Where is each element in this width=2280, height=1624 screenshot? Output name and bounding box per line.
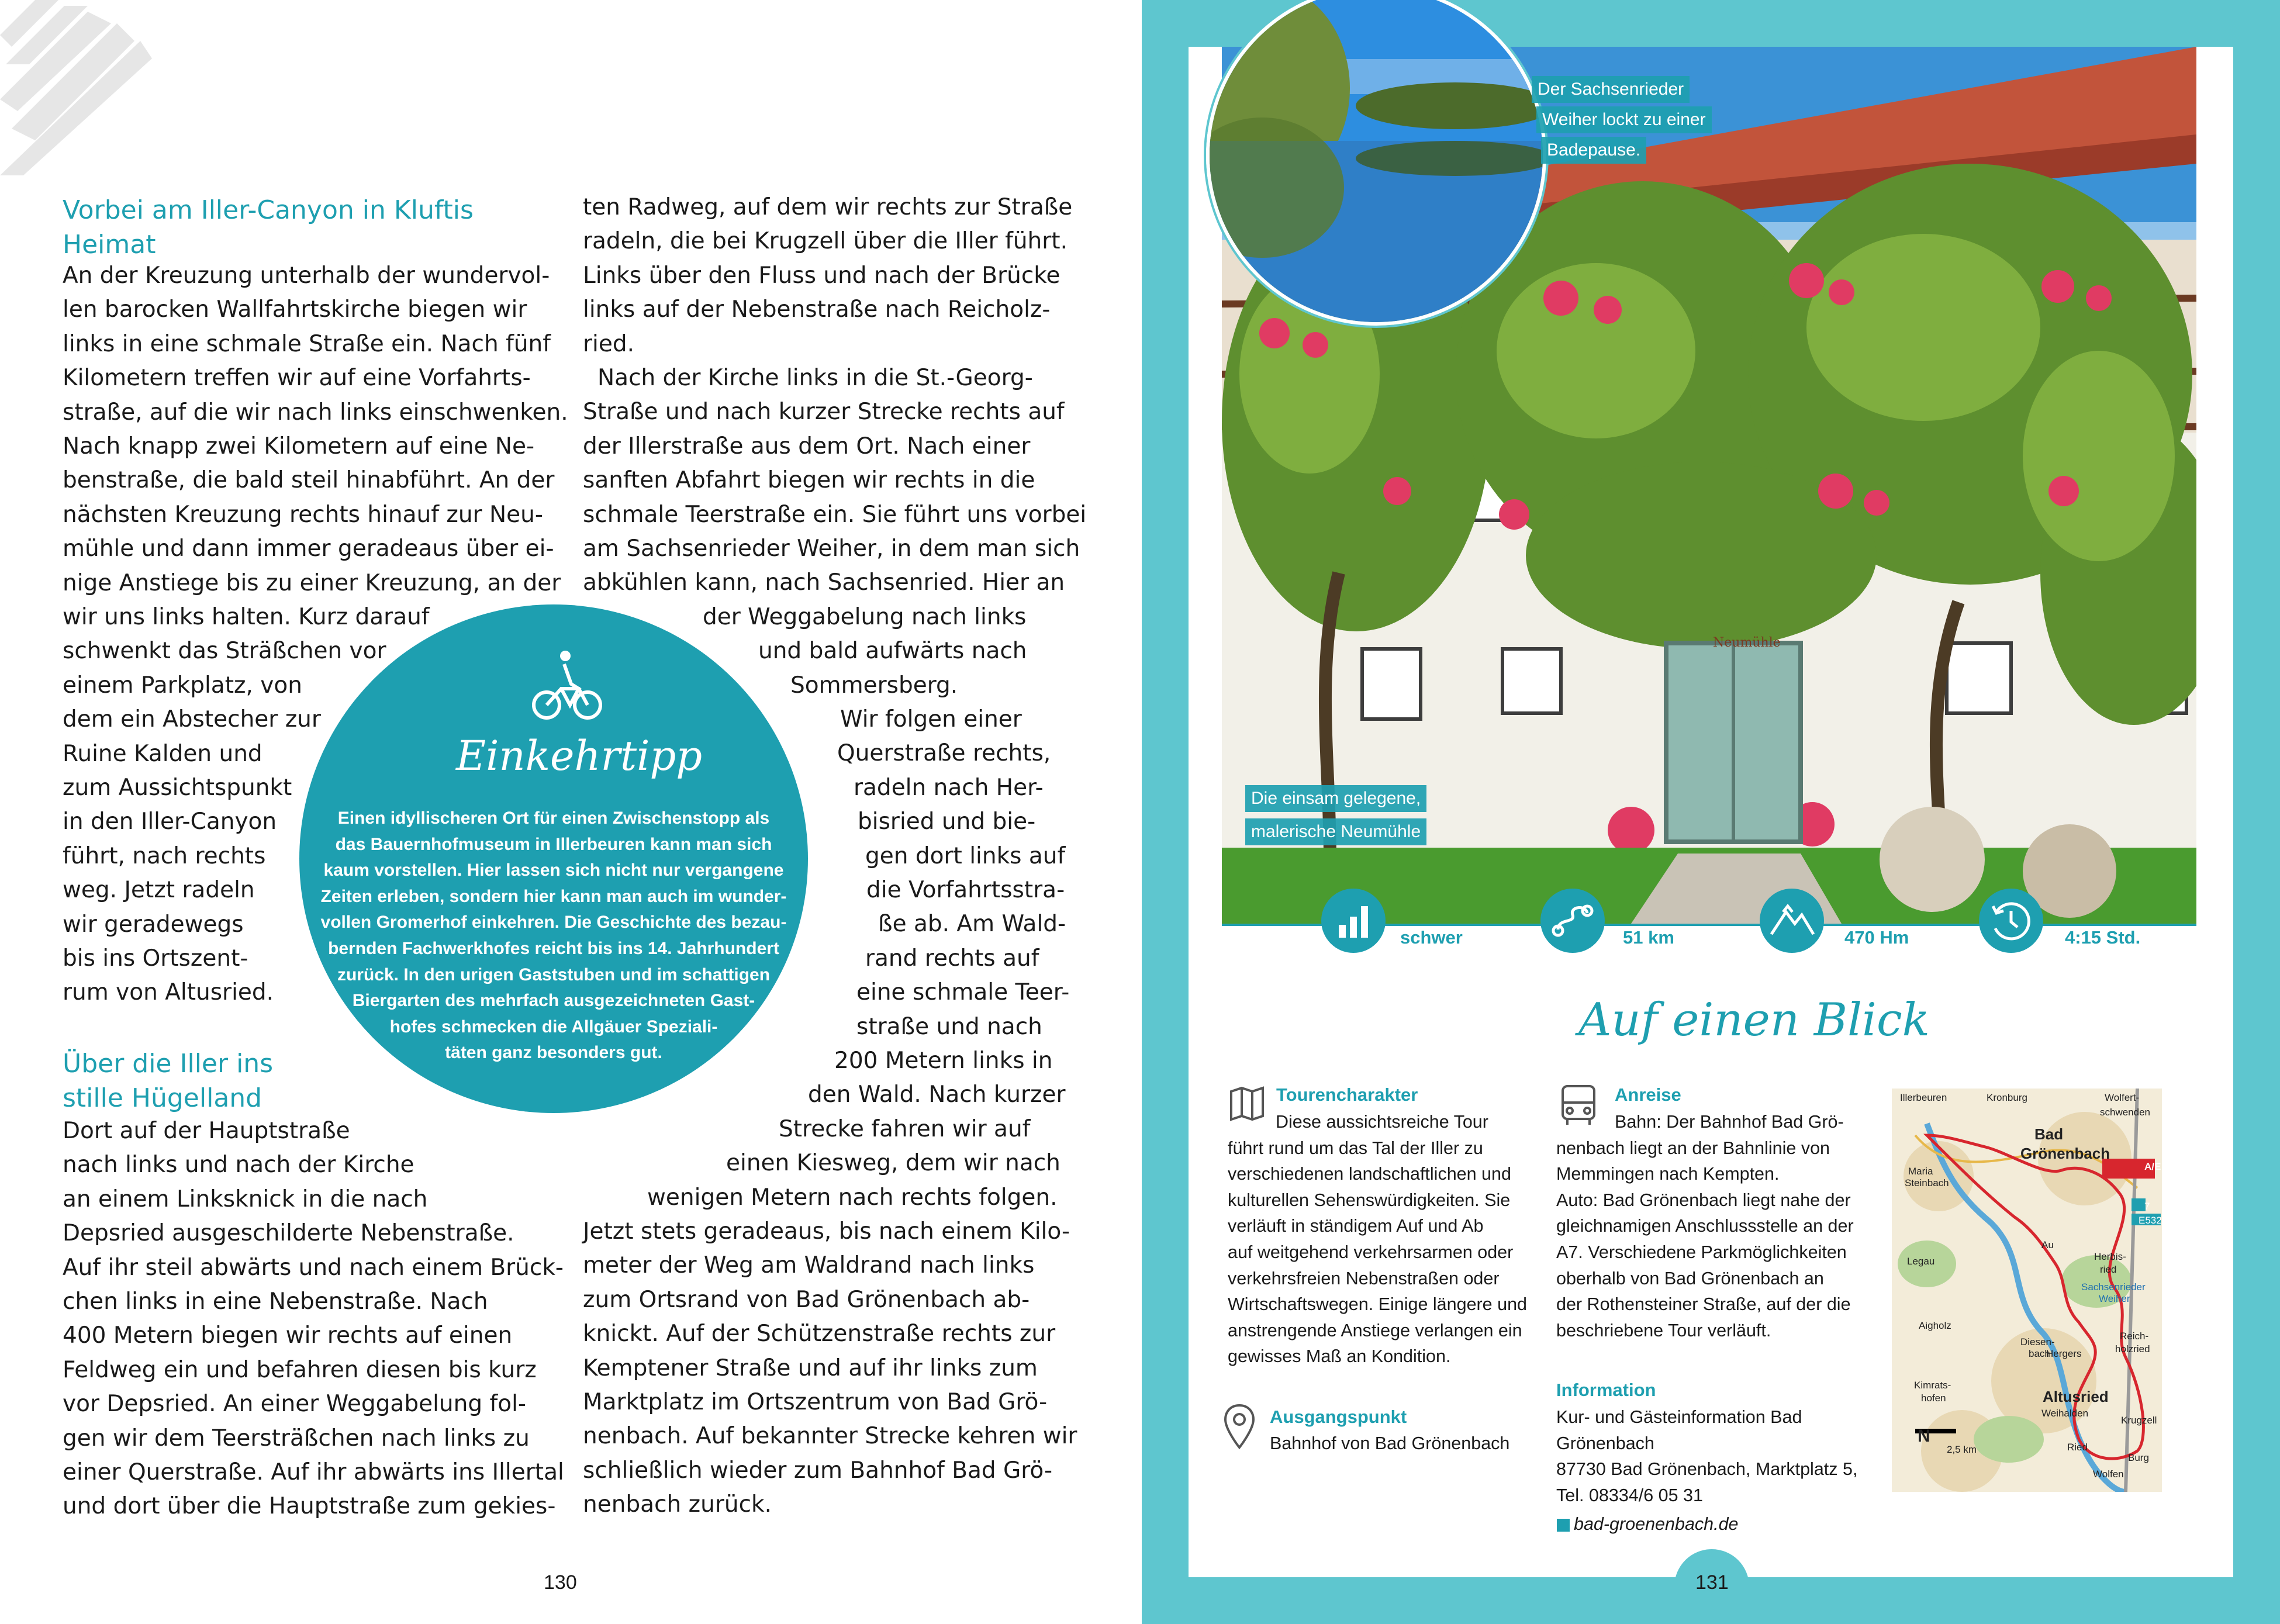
text-line: sanften Abfahrt biegen wir rechts in die xyxy=(583,467,1035,494)
info-line: 87730 Bad Grönenbach, Marktplatz 5, xyxy=(1556,1459,1858,1480)
map-label: Steinbach xyxy=(1905,1177,1949,1188)
text-line: ten Radweg, auf dem wir rechts zur Straße xyxy=(583,194,1073,220)
heading-line: Über die Iller ins xyxy=(63,1049,274,1079)
text-line: straße und nach xyxy=(856,1013,1042,1040)
caption-lake-line: Weiher lockt zu einer xyxy=(1536,106,1712,133)
map-label: Legau xyxy=(1907,1256,1935,1267)
text-line: meter der Weg am Waldrand nach links xyxy=(583,1252,1035,1279)
text-line: eine schmale Teer- xyxy=(856,979,1070,1006)
map-label: E532 xyxy=(2139,1215,2162,1226)
text-line: radeln, die bei Krugzell über die Iller führt. xyxy=(583,228,1068,255)
text-line: straße, auf die wir nach links einschwenken. xyxy=(63,399,568,426)
tourencharakter-heading: Tourencharakter xyxy=(1276,1084,1418,1105)
text-line: wenigen Metern nach rechts folgen. xyxy=(647,1184,1058,1211)
difficulty-icon xyxy=(1321,889,1386,953)
ausgangspunkt-text: Bahnhof von Bad Grönenbach xyxy=(1270,1433,1510,1453)
info-line: auf weitgehend verkehrsarmen oder xyxy=(1228,1242,1514,1262)
info-line: gewisses Maß an Kondition. xyxy=(1228,1346,1451,1367)
tip-line: kaum vorstellen. Hier lassen sich nicht nur vergangene xyxy=(323,861,784,880)
text-line: Nach knapp zwei Kilometern auf eine Ne- xyxy=(63,433,535,459)
text-line: die Vorfahrtsstra- xyxy=(866,877,1065,903)
tip-line: Zeiten erleben, sondern hier kann man auch im wunder- xyxy=(320,886,787,906)
map-label: schwenden xyxy=(2100,1107,2151,1118)
info-line: oberhalb von Bad Grönenbach an xyxy=(1556,1268,1824,1288)
text-line: Kemptener Straße und auf ihr links zum xyxy=(583,1355,1038,1381)
elevation-icon xyxy=(1760,889,1824,953)
map-label: Aigholz xyxy=(1919,1320,1951,1331)
text-line: rum von Altusried. xyxy=(63,979,274,1006)
info-line: nenbach liegt an der Bahnlinie von xyxy=(1556,1138,1830,1158)
text-line: Straße und nach kurzer Strecke rechts auf xyxy=(583,399,1065,426)
map-label: Kimrats- xyxy=(1914,1380,1951,1391)
text-line: An der Kreuzung unterhalb der wundervol- xyxy=(63,262,550,289)
info-line: Kur- und Gästeinformation Bad xyxy=(1556,1407,1802,1427)
text-line: radeln nach Her- xyxy=(854,774,1044,801)
map-label: Ried xyxy=(2067,1442,2088,1453)
text-line: wir geradewegs xyxy=(63,911,244,938)
text-line: und bald aufwärts nach xyxy=(758,638,1027,665)
text-line: gen wir dem Teersträßchen nach links zu xyxy=(63,1425,530,1452)
text-line: der Illerstraße aus dem Ort. Nach einer xyxy=(583,433,1031,459)
text-line: führt, nach rechts xyxy=(63,842,266,869)
info-line: Auto: Bad Grönenbach liegt nahe der xyxy=(1556,1190,1851,1210)
heading-line: stille Hügelland xyxy=(63,1083,262,1113)
map-label: ried xyxy=(2100,1264,2117,1275)
info-line: verschiedenen landschaftlichen und xyxy=(1228,1164,1511,1184)
info-line: beschriebene Tour verläuft. xyxy=(1556,1320,1771,1340)
page-number-right: 131 xyxy=(1695,1571,1729,1594)
map-label: Herbis- xyxy=(2094,1251,2126,1262)
text-line: Feldweg ein und befahren diesen bis kurz xyxy=(63,1356,537,1383)
text-line: abkühlen kann, nach Sachsenried. Hier an xyxy=(583,569,1065,596)
map-label: Krugzell xyxy=(2121,1415,2157,1426)
einkehrtipp-title: Einkehrtipp xyxy=(456,732,703,780)
mill-sign: Neumühle xyxy=(1713,635,1781,650)
text-line: links in eine schmale Straße ein. Nach fünf xyxy=(63,330,551,357)
route-distance-icon xyxy=(1540,889,1605,953)
map-label: Au xyxy=(2041,1239,2054,1250)
text-line: Links über den Fluss und nach der Brücke xyxy=(583,262,1060,289)
text-line: dem ein Abstecher zur xyxy=(63,706,321,733)
text-line: einem Parkplatz, von xyxy=(63,672,302,699)
caption-mill-line: malerische Neumühle xyxy=(1245,818,1426,845)
info-line: Memmingen nach Kempten. xyxy=(1556,1164,1780,1184)
info-line: Tel. 08334/6 05 31 xyxy=(1556,1485,1703,1505)
text-line: rand rechts auf xyxy=(865,945,1039,972)
info-line: führt rund um das Tal der Iller zu xyxy=(1228,1138,1483,1158)
text-line: und dort über die Hauptstraße zum gekies- xyxy=(63,1493,556,1520)
text-line: Nach der Kirche links in die St.-Georg- xyxy=(597,365,1033,391)
map-label: Illerbeuren xyxy=(1900,1092,1947,1103)
anreise-heading: Anreise xyxy=(1615,1084,1681,1105)
location-pin-icon xyxy=(1223,1403,1256,1450)
stat-duration: 4:15 Std. xyxy=(2065,927,2141,948)
cyclist-icon xyxy=(529,648,605,724)
text-line: der Weggabelung nach links xyxy=(703,603,1027,630)
website-link[interactable]: bad-groenenbach.de xyxy=(1574,1514,1739,1534)
map-label: Reich- xyxy=(2120,1331,2149,1342)
text-line: schmale Teerstraße ein. Sie führt uns vorbei xyxy=(583,501,1087,528)
map-label: Grönenbach xyxy=(2020,1145,2110,1162)
link-bullet xyxy=(1557,1519,1570,1532)
ausgangspunkt-heading: Ausgangspunkt xyxy=(1270,1407,1407,1427)
tip-line: hofes schmecken die Allgäuer Speziali- xyxy=(389,1017,718,1036)
text-line: Marktplatz im Ortszentrum von Bad Grö- xyxy=(583,1389,1048,1415)
tip-line: Biergarten des mehrfach ausgezeichneten Gast- xyxy=(352,991,755,1011)
text-line: chen links in eine Nebenstraße. Nach xyxy=(63,1288,488,1315)
map-label: A/E xyxy=(2144,1161,2161,1172)
text-line: Kilometern treffen wir auf eine Vorfahrts- xyxy=(63,365,531,392)
text-line: Dort auf der Hauptstraße xyxy=(63,1118,350,1144)
stat-distance: 51 km xyxy=(1623,927,1674,948)
heading-line: Heimat xyxy=(63,230,156,260)
text-line: an einem Linksknick in die nach xyxy=(63,1186,428,1212)
map-label: N xyxy=(1918,1426,1930,1446)
text-line: nenbach. Auf bekannter Strecke kehren wir xyxy=(583,1423,1077,1450)
caption-lake-line: Der Sachsenrieder xyxy=(1532,76,1690,103)
text-line: einen Kiesweg, dem wir nach xyxy=(726,1150,1060,1177)
caption-lake-line: Badepause. xyxy=(1541,137,1646,164)
caption-mill-line: Die einsam gelegene, xyxy=(1245,785,1426,812)
text-line: zum Ortsrand von Bad Grönenbach ab- xyxy=(583,1286,1030,1313)
tip-line: täten ganz besonders gut. xyxy=(445,1043,662,1063)
text-line: links auf der Nebenstraße nach Reicholz- xyxy=(583,296,1051,323)
info-line: verläuft in ständigem Auf und Ab xyxy=(1228,1216,1484,1236)
page-number-left: 130 xyxy=(544,1571,577,1594)
info-line: Bahn: Der Bahnhof Bad Grö- xyxy=(1615,1112,1844,1132)
text-line: ße ab. Am Wald- xyxy=(878,911,1066,938)
info-line: anstrengende Anstiege verlangen ein xyxy=(1228,1320,1522,1340)
map-label: holzried xyxy=(2115,1343,2150,1355)
stat-difficulty: schwer xyxy=(1400,927,1463,948)
text-line: gen dort links auf xyxy=(865,842,1066,869)
information-heading: Information xyxy=(1556,1380,1656,1400)
text-line: schwenkt das Sträßchen vor xyxy=(63,638,386,665)
text-line: Querstraße rechts, xyxy=(837,740,1051,767)
text-line: Auf ihr steil abwärts und nach einem Brück- xyxy=(63,1254,564,1281)
text-line: Jetzt stets geradeaus, bis nach einem Kilo- xyxy=(583,1218,1070,1245)
info-line: der Rothensteiner Straße, auf der die xyxy=(1556,1294,1851,1315)
map-label: Weiher xyxy=(2099,1293,2130,1304)
text-line: 400 Metern biegen wir rechts auf einen xyxy=(63,1322,513,1349)
map-label: hofen xyxy=(1921,1393,1946,1404)
text-line: am Sachsenrieder Weiher, in dem man sich xyxy=(583,535,1080,562)
info-line: Grönenbach xyxy=(1556,1433,1654,1453)
text-line: schließlich wieder zum Bahnhof Bad Grö- xyxy=(583,1457,1053,1484)
text-line: in den Iller-Canyon xyxy=(63,808,277,835)
text-line: nige Anstiege bis zu einer Kreuzung, an der xyxy=(63,569,561,596)
map-label: Hergers xyxy=(2046,1348,2082,1359)
map-label: Kronburg xyxy=(1987,1092,2027,1103)
map-label: Bad xyxy=(2034,1125,2064,1143)
text-line: ried. xyxy=(583,330,635,357)
text-line: len barocken Wallfahrtskirche biegen wir xyxy=(63,296,527,323)
text-line: Wir folgen einer xyxy=(840,706,1022,732)
tip-line: bernden Fachwerkhofes reicht bis ins 14. Jahrhundert xyxy=(328,939,779,958)
text-line: Sommersberg. xyxy=(790,672,958,699)
text-line: benstraße, die bald steil hinabführt. An der xyxy=(63,467,555,494)
text-line: Depsried ausgeschilderte Nebenstraße. xyxy=(63,1220,514,1247)
text-line: einer Querstraße. Auf ihr abwärts ins Illertal xyxy=(63,1459,564,1485)
text-line: mühle und dann immer geradeaus über ei- xyxy=(63,535,554,562)
map-label: Weihalden xyxy=(2041,1408,2089,1419)
map-label: Sachsenrieder xyxy=(2081,1281,2146,1293)
tip-line: vollen Gromerhof einkehren. Die Geschichte des bezau- xyxy=(320,913,787,932)
text-line: knickt. Auf der Schützenstraße rechts zur xyxy=(583,1321,1056,1347)
map-label: Wolfert- xyxy=(2105,1092,2140,1103)
text-line: nach links und nach der Kirche xyxy=(63,1152,414,1179)
stat-elevation: 470 Hm xyxy=(1844,927,1909,948)
at-a-glance-title: Auf einen Blick xyxy=(1578,994,1930,1046)
text-line: vor Depsried. An einer Weggabelung fol- xyxy=(63,1391,527,1418)
info-line: A7. Verschiedene Parkmöglichkeiten xyxy=(1556,1242,1847,1262)
bus-icon xyxy=(1558,1083,1599,1127)
text-line: den Wald. Nach kurzer xyxy=(808,1081,1066,1108)
map-label: 7 xyxy=(2144,1201,2150,1212)
heading-line: Vorbei am Iller-Canyon in Kluftis xyxy=(63,195,474,225)
duration-icon xyxy=(1979,889,2043,953)
map-label: 2,5 km xyxy=(1947,1444,1977,1455)
map-label: Wolfen xyxy=(2093,1468,2124,1480)
map-label: Burg xyxy=(2128,1452,2149,1463)
text-line: bisried und bie- xyxy=(858,808,1036,835)
info-line: verkehrsfreien Nebenstraßen oder xyxy=(1228,1268,1500,1288)
map-label: Altusried xyxy=(2043,1388,2109,1405)
map-icon xyxy=(1228,1084,1266,1123)
tip-line: zurück. In den urigen Gaststuben und im schattigen xyxy=(337,965,771,984)
info-line: kulturellen Sehenswürdigkeiten. Sie xyxy=(1228,1190,1511,1210)
map-label: Diesen- xyxy=(2020,1336,2055,1347)
text-line: bis ins Ortszent- xyxy=(63,945,248,972)
info-line: Wirtschaftswegen. Einige längere und xyxy=(1228,1294,1528,1315)
lake-inset-photo xyxy=(1206,0,1546,326)
text-line: wir uns links halten. Kurz darauf xyxy=(63,604,430,630)
text-line: nenbach zurück. xyxy=(583,1491,772,1518)
text-line: weg. Jetzt radeln xyxy=(63,877,255,904)
tip-line: Einen idyllischeren Ort für einen Zwischenstopp als xyxy=(337,808,770,828)
tread-decoration xyxy=(0,0,175,175)
text-line: 200 Metern links in xyxy=(834,1048,1053,1074)
map-label: Maria xyxy=(1908,1166,1933,1177)
text-line: nächsten Kreuzung rechts hinauf zur Neu- xyxy=(63,501,543,528)
text-line: zum Aussichtspunkt xyxy=(63,775,292,801)
info-line: gleichnamigen Anschlussstelle an der xyxy=(1556,1216,1854,1236)
map-label: bach xyxy=(2029,1348,2050,1359)
text-line: Strecke fahren wir auf xyxy=(779,1115,1031,1142)
info-line: Diese aussichtsreiche Tour xyxy=(1276,1112,1488,1132)
tip-line: das Bauernhofmuseum in Illerbeuren kann man sich xyxy=(335,834,772,854)
text-line: Ruine Kalden und xyxy=(63,740,262,767)
